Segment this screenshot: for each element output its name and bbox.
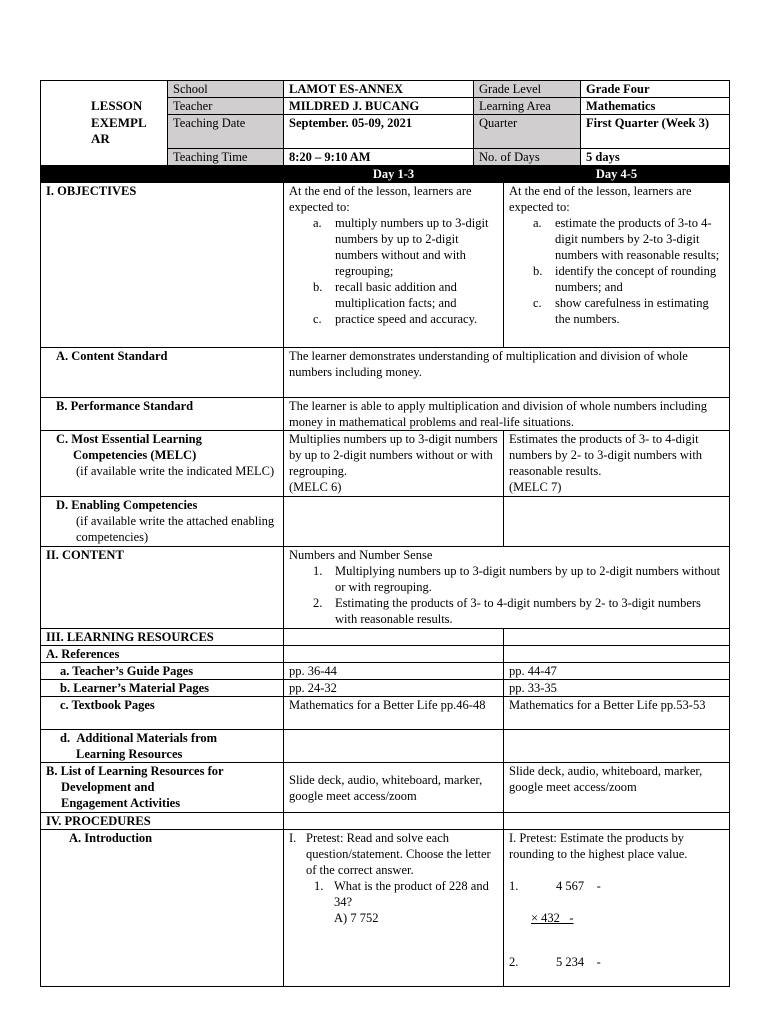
list-item: b. identify the concept of rounding numbers; and bbox=[533, 264, 717, 294]
objectives-day-1-3 bbox=[284, 183, 504, 348]
learners-material-day-4-5: pp. 33-35 bbox=[504, 680, 730, 697]
melc-code: (MELC 7) bbox=[509, 480, 562, 494]
objectives-list bbox=[509, 215, 724, 327]
melc-text: Estimates the products of 3- to 4-digit numbers by 2- to 3-digit numbers with reasonable results. bbox=[509, 432, 703, 478]
learning-resources-label: III. LEARNING RESOURCES bbox=[41, 629, 284, 646]
grade-level-value: Grade Four bbox=[581, 81, 730, 98]
objectives-intro: At the end of the lesson, learners are expected to: bbox=[289, 184, 472, 214]
list-of-resources-day-4-5: Slide deck, audio, whiteboard, marker, google meet access/zoom bbox=[504, 763, 730, 813]
introduction-day-4-5 bbox=[504, 830, 730, 987]
introduction-label: A. Introduction bbox=[41, 830, 284, 987]
enabling-day-4-5 bbox=[504, 497, 730, 547]
no-of-days-label: No. of Days bbox=[474, 149, 581, 166]
no-of-days-value: 5 days bbox=[581, 149, 730, 166]
list-item: c. practice speed and accuracy. bbox=[313, 312, 478, 326]
teaching-time-label: Teaching Time bbox=[168, 149, 284, 166]
teachers-guide-day-1-3: pp. 36-44 bbox=[284, 663, 504, 680]
title-line: LESSON bbox=[91, 98, 143, 114]
list-item: 2. Estimating the products of 3- to 4-digit numbers by 2- to 3-digit numbers with reasonable results. bbox=[313, 596, 701, 626]
day-1-3-header: Day 1-3 bbox=[284, 166, 504, 183]
list-item: 1. Multiplying numbers up to 3-digit numbers by up to 2-digit numbers without or with regrouping. bbox=[313, 564, 721, 594]
empty-cell bbox=[504, 629, 730, 646]
melc-label-line: C. Most Essential Learning bbox=[56, 432, 202, 446]
list-item: b. recall basic addition and multiplication facts; and bbox=[313, 280, 457, 310]
enabling-competencies-label bbox=[41, 497, 284, 547]
day-header-blank bbox=[41, 166, 284, 183]
school-label: School bbox=[168, 81, 284, 98]
textbook-day-4-5: Mathematics for a Better Life pp.53-53 bbox=[504, 697, 730, 730]
teachers-guide-day-4-5: pp. 44-47 bbox=[504, 663, 730, 680]
list-item: a. estimate the products of 3-to 4-digit numbers by 2-to 3-digit numbers with reasonable results; bbox=[533, 216, 720, 262]
lesson-exemplar-document bbox=[40, 80, 729, 987]
melc-text: Multiplies numbers up to 3-digit numbers by up to 2-digit numbers without or with regrouping. bbox=[289, 432, 498, 478]
melc-label-note: (if available write the indicated MELC) bbox=[76, 464, 275, 478]
empty-cell bbox=[284, 646, 504, 663]
title-line: AR bbox=[91, 131, 110, 147]
quarter-value: First Quarter (Week 3) bbox=[581, 115, 730, 149]
learning-area-label: Learning Area bbox=[474, 98, 581, 115]
learners-material-day-1-3: pp. 24-32 bbox=[284, 680, 504, 697]
enabling-note: (if available write the attached enabling competencies) bbox=[76, 514, 275, 544]
estimate-problem-1-multiplier: × 432 - bbox=[531, 911, 574, 925]
procedures-label: IV. PROCEDURES bbox=[41, 813, 284, 830]
teacher-value: MILDRED J. BUCANG bbox=[284, 98, 474, 115]
learning-area-value: Mathematics bbox=[581, 98, 730, 115]
pretest-question: 1. What is the product of 228 and 34? bbox=[314, 879, 489, 909]
performance-standard-label: B. Performance Standard bbox=[41, 398, 284, 431]
school-value: LAMOT ES-ANNEX bbox=[284, 81, 474, 98]
textbook-day-1-3: Mathematics for a Better Life pp.46-48 bbox=[284, 697, 504, 730]
pretest-instructions: I. Pretest: Estimate the products by rounding to the highest place value. bbox=[509, 831, 688, 861]
objectives-intro: At the end of the lesson, learners are expected to: bbox=[509, 184, 692, 214]
empty-cell bbox=[504, 730, 730, 763]
lesson-exemplar-title bbox=[41, 81, 168, 166]
learners-material-label: b. Learner’s Material Pages bbox=[41, 680, 284, 697]
content-heading: Numbers and Number Sense bbox=[289, 548, 433, 562]
day-4-5-header: Day 4-5 bbox=[504, 166, 730, 183]
content-text bbox=[284, 547, 730, 629]
teacher-label: Teacher bbox=[168, 98, 284, 115]
enabling-day-1-3 bbox=[284, 497, 504, 547]
estimate-problem-2: 2. 5 234 - bbox=[509, 955, 601, 969]
objectives-label: I. OBJECTIVES bbox=[41, 183, 284, 348]
objectives-day-4-5 bbox=[504, 183, 730, 348]
melc-day-1-3 bbox=[284, 431, 504, 497]
objectives-list bbox=[289, 215, 498, 327]
melc-label bbox=[41, 431, 284, 497]
empty-cell bbox=[284, 730, 504, 763]
melc-day-4-5 bbox=[504, 431, 730, 497]
pretest-option: A) 7 752 bbox=[334, 911, 379, 925]
lesson-plan-table bbox=[40, 80, 730, 987]
content-label: II. CONTENT bbox=[41, 547, 284, 629]
teaching-date-value: September. 05-09, 2021 bbox=[284, 115, 474, 149]
additional-materials-label: d. Additional Materials from Learning Resources bbox=[41, 730, 284, 763]
empty-cell bbox=[284, 813, 504, 830]
content-list bbox=[289, 563, 724, 627]
title-line: EXEMPL bbox=[91, 114, 147, 130]
performance-standard-text: The learner is able to apply multiplication and division of whole numbers including money in mathematical problems and real-life situations. bbox=[284, 398, 730, 431]
content-standard-text: The learner demonstrates understanding of multiplication and division of whole numbers including money. bbox=[284, 348, 730, 398]
empty-cell bbox=[504, 646, 730, 663]
teaching-time-value: 8:20 – 9:10 AM bbox=[284, 149, 474, 166]
teaching-date-label: Teaching Date bbox=[168, 115, 284, 149]
melc-code: (MELC 6) bbox=[289, 480, 342, 494]
grade-level-label: Grade Level bbox=[474, 81, 581, 98]
pretest-instructions: I. Pretest: Read and solve each question/statement. Choose the letter of the correct answer. bbox=[289, 831, 491, 877]
introduction-day-1-3 bbox=[284, 830, 504, 987]
teachers-guide-label: a. Teacher’s Guide Pages bbox=[41, 663, 284, 680]
list-of-resources-day-1-3: Slide deck, audio, whiteboard, marker, google meet access/zoom bbox=[284, 763, 504, 813]
references-label: A. References bbox=[41, 646, 284, 663]
estimate-problem-1: 1. 4 567 - bbox=[509, 879, 601, 893]
list-item: a. multiply numbers up to 3-digit numbers by up to 2-digit numbers without and with regrouping; bbox=[313, 216, 489, 278]
quarter-label: Quarter bbox=[474, 115, 581, 149]
empty-cell bbox=[284, 629, 504, 646]
textbook-label: c. Textbook Pages bbox=[41, 697, 284, 730]
list-item: c. show carefulness in estimating the numbers. bbox=[533, 296, 709, 326]
empty-cell bbox=[504, 813, 730, 830]
enabling-label: D. Enabling Competencies bbox=[56, 498, 198, 512]
list-of-resources-label: B. List of Learning Resources for Development and Engagement Activities bbox=[41, 763, 284, 813]
content-standard-label: A. Content Standard bbox=[41, 348, 284, 398]
melc-label-line: Competencies (MELC) bbox=[73, 448, 197, 462]
